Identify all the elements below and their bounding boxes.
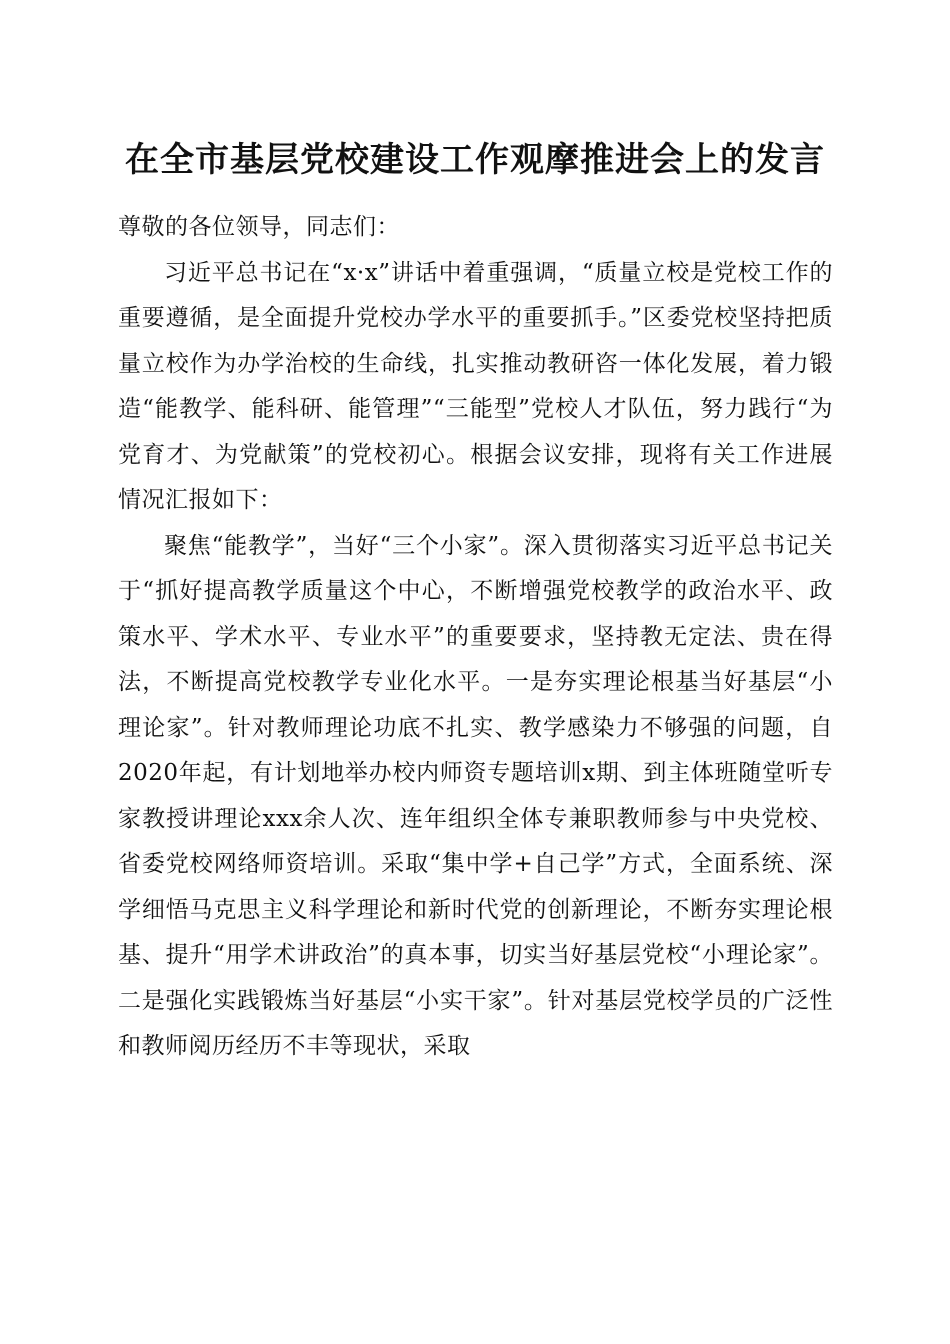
document-body: [118, 205, 833, 1070]
paragraph-intro: 习近平总书记在“x·x”讲话中着重强调，“质量立校是党校工作的重要遵循，是全面提升党校办学水平的重要抓手。”区委党校坚持把质量立校作为办学治校的生命线，扎实推动教研咨一体化发展，着力锻造“能教学、能科研、能管理”“三能型”党校人才队伍，努力践行“为党育才、为党献策”的党校初心。根据会议安排，现将有关工作进展情况汇报如下：: [118, 259, 833, 513]
paragraph-teaching: 聚焦“能教学”，当好“三个小家”。深入贯彻落实习近平总书记关于“抓好提高教学质量这个中心，不断增强党校教学的政治水平、政策水平、学术水平、专业水平”的重要要求，坚持教无定法、贵在得法，不断提高党校教学专业化水平。一是夯实理论根基当好基层“小理论家”。针对教师理论功底不扎实、教学感染力不够强的问题，自2020年起，有计划地举办校内师资专题培训x期、到主体班随堂听专家教授讲理论xxx余人次、连年组织全体专兼职教师参与中央党校、省委党校网络师资培训。采取“集中学+自己学”方式，全面系统、深学细悟马克思主义科学理论和新时代党的创新理论，不断夯实理论根基、提升“用学术讲政治”的真本事，切实当好基层党校“小理论家”。二是强化实践锻炼当好基层“小实干家”。针对基层党校学员的广泛性和教师阅历经历不丰等现状，采取: [118, 532, 833, 1059]
document-title: 在全市基层党校建设工作观摩推进会上的发言: [125, 140, 825, 180]
salutation: 尊敬的各位领导，同志们：: [118, 214, 400, 240]
